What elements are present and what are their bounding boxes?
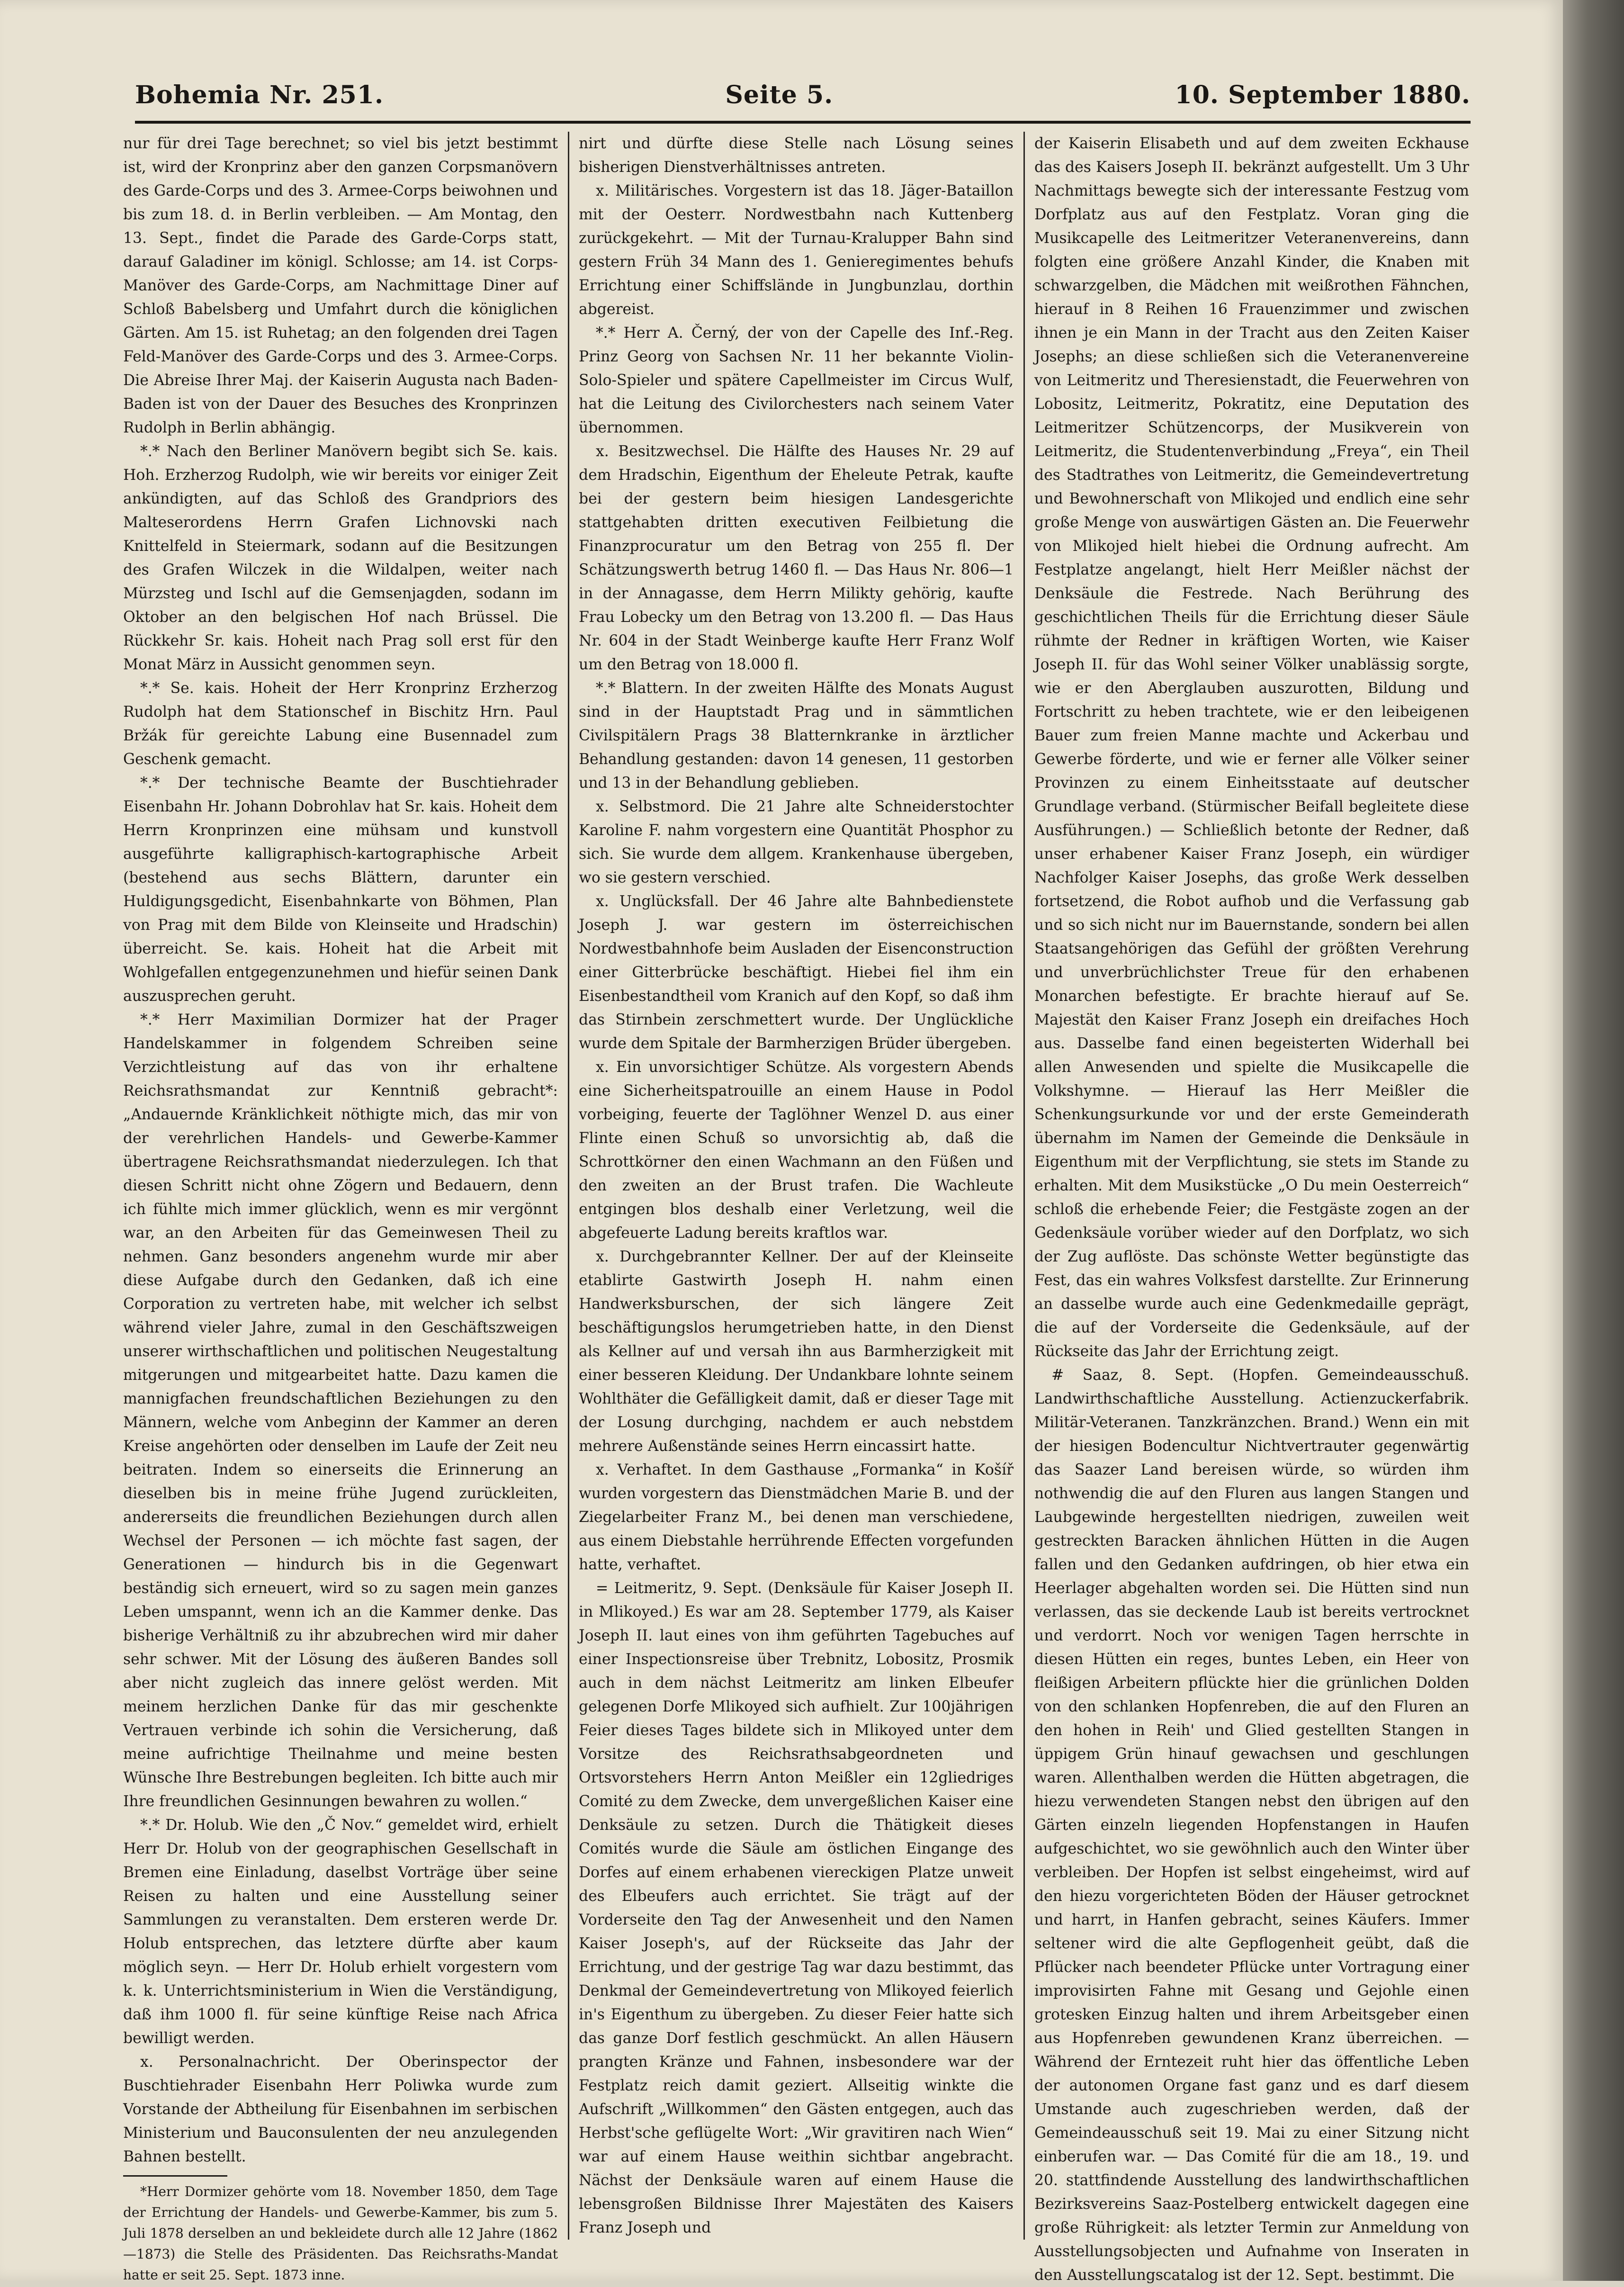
- header-page-number: Seite 5.: [725, 80, 834, 109]
- article-paragraph: *.* Blattern. In der zweiten Hälfte des Monats August sind in der Hauptstadt Prag und in sämmtlichen Civilspitälern Prags 38 Blatternkranke in ärztlicher Behandlung gestanden: davon 14 genesen, 11 gestorben und 13 in der Behandlung geblieben.: [579, 680, 1014, 792]
- article-paragraph: x. Selbstmord. Die 21 Jahre alte Schneiderstochter Karoline F. nahm vorgestern eine Quantität Phosphor zu sich. Sie wurde dem allgem. Krankenhause übergeben, wo sie gestern verschied.: [579, 798, 1014, 886]
- article-paragraph: x. Unglücksfall. Der 46 Jahre alte Bahnbedienstete Joseph J. war gestern im österreichischen Nordwestbahnhofe beim Ausladen der Eisenconstruction einer Gitterbrücke beschäftigt. Hiebei fiel ihm ein Eisenbestandtheil vom Kranich auf den Kopf, so daß ihm das Stirnbein zerschmettert wurde. Der Unglückliche wurde dem Spitale der Barmherzigen Brüder übergeben.: [579, 893, 1014, 1052]
- article-paragraph: der Kaiserin Elisabeth und auf dem zweiten Eckhause das des Kaisers Joseph II. bekränzt aufgestellt. Um 3 Uhr Nachmittags bewegte sich der interessante Festzug vom Dorfplatz aus auf den Festplatz. Voran ging die Musikcapelle des Leitmeritzer Veteranenvereins, dann folgten eine größere Anzahl Kinder, die Knaben mit schwarzgelben, die Mädchen mit weißrothen Fähnchen, hierauf in 8 Reihen 16 Frauenzimmer und zwischen ihnen je ein Mann in der Tracht aus den Zeiten Kaiser Josephs; an diese schließen sich die Veteranenvereine von Leitmeritz und Theresienstadt, die Feuerwehren von Lobositz, Leitmeritz, Pokratitz, eine Deputation des Leitmeritzer Schützencorps, der Musikverein von Leitmeritz, die Studentenverbindung „Freya“, ein Theil des Stadtrathes von Leitmeritz, die Gemeindevertretung und Bewohnerschaft von Mlikojed und endlich eine sehr große Menge von auswärtigen Gästen an. Die Feuerwehr von Mlikojed hielt hiebei die Ordnung aufrecht. Am Festplatze angelangt, hielt Herr Meißler nächst der Denksäule die Festrede. Nach Berührung des geschichtlichen Theils für die Errichtung dieser Säule rühmte der Redner in kräftigen Worten, wie Kaiser Joseph II. für das Wohl seiner Völker unablässig sorgte, wie er den Aberglauben auszurotten, Bildung und Fortschritt zu heben trachtete, wie er den leibeigenen Bauer zum freien Manne machte und Ackerbau und Gewerbe förderte, und wie er ferner alle Völker seiner Provinzen zu einem Einheitsstaate auf deutscher Grundlage verband. (Stürmischer Beifall begleitete diese Ausführungen.) — Schließlich betonte der Redner, daß unser erhabener Kaiser Franz Joseph, ein würdiger Nachfolger Kaiser Josephs, das große Werk desselben fortsetzend, die Robot aufhob und die Verfassung gab und so sich nicht nur im Bauernstande, sondern bei allen Staatsangehörigen das Gefühl der größten Verehrung und unverbrüchlichster Treue für den erhabenen Monarchen befestigte. Er brachte hierauf auf Se. Majestät den Kaiser Franz Joseph ein dreifaches Hoch aus. Dasselbe fand einen begeisterten Widerhall bei allen Anwesenden und spielte die Musikcapelle die Volkshymne. — Hierauf las Herr Meißler die Schenkungsurkunde vor und der erste Gemeinderath übernahm im Namen der Gemeinde die Denksäule in Eigenthum mit der Verpflichtung, sie stets im Stande zu erhalten. Mit dem Musikstücke „O Du mein Oesterreich“ schloß die erhebende Feier; die Festgäste zogen an der Gedenksäule vorüber wieder auf den Dorfplatz, wo sich der Zug auflöste. Das schönste Wetter begünstigte das Fest, das ein wahres Volksfest darstellte. Zur Erinnerung an dasselbe wurde auch eine Gedenkmedaille geprägt, die auf der Vorderseite die Gedenksäule, auf der Rückseite das Jahr der Errichtung zeigt.: [1034, 135, 1469, 1360]
- header-rule: [135, 121, 1471, 124]
- article-paragraph: *.* Herr A. Černý, der von der Capelle des Inf.-Reg. Prinz Georg von Sachsen Nr. 11 her bekannte Violin-Solo-Spieler und spätere Capellmeister im Circus Wulf, hat die Leitung des Civilorchesters nach seinem Vater übernommen.: [579, 324, 1014, 436]
- column-3: [1034, 132, 1469, 2284]
- column-divider: [1023, 132, 1025, 2240]
- article-paragraph: *.* Dr. Holub. Wie den „Č Nov.“ gemeldet wird, erhielt Herr Dr. Holub von der geographischen Gesellschaft in Bremen eine Einladung, daselbst Vorträge über seine Reisen zu halten und eine Ausstellung seiner Sammlungen zu veranstalten. Dem ersteren werde Dr. Holub entsprechen, das letztere dürfte aber kaum möglich seyn. — Herr Dr. Holub erhielt vorgestern vom k. k. Unterrichtsministerium in Wien die Verständigung, daß ihm 1000 fl. für seine künftige Reise nach Africa bewilligt werden.: [123, 1817, 558, 2047]
- scan-border: [1563, 0, 1624, 2281]
- article-paragraph: x. Besitzwechsel. Die Hälfte des Hauses Nr. 29 auf dem Hradschin, Eigenthum der Eheleute Petrak, kaufte bei der gestern beim hiesigen Landesgerichte stattgehabten dritten executiven Feilbietung die Finanzprocuratur um den Betrag von 255 fl. Der Schätzungswerth betrug 1460 fl. — Das Haus Nr. 806—1 in der Annagasse, dem Herrn Milikty gehörig, kaufte Frau Lobecky um den Betrag von 13.200 fl. — Das Haus Nr. 604 in der Stadt Weinberge kaufte Herr Franz Wolf um den Betrag von 18.000 fl.: [579, 443, 1014, 673]
- page-header: [135, 73, 1471, 116]
- article-paragraph: nirt und dürfte diese Stelle nach Lösung seines bisherigen Dienstverhältnisses antreten.: [579, 135, 1014, 176]
- article-paragraph: *.* Herr Maximilian Dormizer hat der Prager Handelskammer in folgendem Schreiben seine Verzichtleistung auf das von ihr erhaltene Reichsrathsmandat zur Kenntniß gebracht*: „Andauernde Kränklichkeit nöthigte mich, das mir von der verehrlichen Handels- und Gewerbe-Kammer übertragene Reichsrathsmandat niederzulegen. Ich that diesen Schritt nicht ohne Zögern und Bedauern, denn ich fühlte mich immer glücklich, wenn es mir vergönnt war, an den Arbeiten für das Gemeinwesen Theil zu nehmen. Ganz besonders angenehm wurde mir aber diese Aufgabe durch den Gedanken, daß ich eine Corporation zu vertreten habe, mit welcher ich selbst während vieler Jahre, zumal in den Geschäftszweigen unserer wirthschaftlichen und politischen Neugestaltung mitgerungen und mitgearbeitet hatte. Dazu kamen die mannigfachen freundschaftlichen Beziehungen zu den Männern, welche vom Anbeginn der Kammer an deren Kreise angehörten oder denselben im Laufe der Zeit neu beitraten. Indem so einerseits die Erinnerung an dieselben bis in meine frühe Jugend zurückleiten, andererseits die freundlichen Beziehungen durch allen Wechsel der Personen — ich möchte fast sagen, der Generationen — hindurch bis in die Gegenwart beständig sich erneuert, wird so zu sagen mein ganzes Leben umspannt, wenn ich an die Kammer denke. Das bisherige Verhältniß zu ihr abzubrechen wird mir daher sehr schwer. Mit der Lösung des äußeren Bandes soll aber nicht zugleich das innere gelöst werden. Mit meinem herzlichen Danke für das mir geschenkte Vertrauen verbinde ich sohin die Versicherung, daß meine aufrichtige Theilnahme und meine besten Wünsche Ihre Bestrebungen begleiten. Ich bitte auch mir Ihre freundlichen Gesinnungen bewahren zu wollen.“: [123, 1011, 558, 1810]
- column-1: [123, 132, 558, 2283]
- article-paragraph: x. Personalnachricht. Der Oberinspector der Buschtiehrader Eisenbahn Herr Poliwka wurde zum Vorstande der Abtheilung für Eisenbahnen im serbischen Ministerium und Bauconsulenten der neu anzulegenden Bahnen bestellt.: [123, 2053, 558, 2165]
- article-paragraph: x. Durchgebrannter Kellner. Der auf der Kleinseite etablirte Gastwirth Joseph H. nahm einen Handwerksburschen, der sich längere Zeit beschäftigungslos herumgetrieben hatte, in den Dienst als Kellner auf und versah ihn aus Barmherzigkeit mit einer besseren Kleidung. Der Undankbare lohnte seinem Wohlthäter die Gefälligkeit damit, daß er dieser Tage mit der Losung durchging, nachdem er auch nebstdem mehrere Außenstände seines Herrn eincassirt hatte.: [579, 1248, 1014, 1455]
- footnote: *Herr Dormizer gehörte vom 18. November 1850, dem Tage der Errichtung der Handels- und Gewerbe-Kammer, bis zum 5. Juli 1878 derselben an und bekleidete durch alle 12 Jahre (1862—1873) die Stelle des Präsidenten. Das Reichsraths-Mandat hatte er seit 25. Sept. 1873 inne.: [123, 2184, 558, 2283]
- article-paragraph: *.* Nach den Berliner Manövern begibt sich Se. kais. Hoh. Erzherzog Rudolph, wie wir bereits vor einiger Zeit ankündigten, auf das Schloß des Grandpriors des Malteserordens Herrn Grafen Lichnovski nach Knittelfeld in Steiermark, sodann auf die Besitzungen des Grafen Wilczek in die Wildalpen, weiter nach Mürzsteg und Ischl auf die Gemsenjagden, sodann im Oktober an den belgischen Hof nach Brüssel. Die Rückkehr Sr. kais. Hoheit nach Prag soll erst für den Monat März in Aussicht genommen seyn.: [123, 443, 558, 673]
- column-divider: [568, 132, 569, 2240]
- article-paragraph: x. Militärisches. Vorgestern ist das 18. Jäger-Bataillon mit der Oesterr. Nordwestbahn nach Kuttenberg zurückgekehrt. — Mit der Turnau-Kralupper Bahn sind gestern Früh 34 Mann des 1. Genieregimentes behufs Errichtung einer Schiffslände in Jungbunzlau, dorthin abgereist.: [579, 182, 1014, 318]
- footnote-rule: [123, 2175, 227, 2177]
- header-date: 10. September 1880.: [1175, 80, 1471, 109]
- article-paragraph: # Saaz, 8. Sept. (Hopfen. Gemeindeausschuß. Landwirthschaftliche Ausstellung. Actienzuckerfabrik. Militär-Veteranen. Tanzkränzchen. Brand.) Wenn ein mit der hiesigen Bodencultur Nichtvertrauter gegenwärtig das Saazer Land bereisen würde, so würden ihm nothwendig die auf den Fluren aus langen Stangen und Laubgewinde hergestellten niedrigen, zuweilen weit gestreckten Baracken ähnlichen Hütten in die Augen fallen und den Gedanken aufdringen, ob hier etwa ein Heerlager abgehalten worden sei. Die Hütten sind nun verlassen, das sie deckende Laub ist bereits vertrocknet und verdorrt. Noch vor wenigen Tagen herrschte in diesen Hütten ein reges, buntes Leben, ein Heer von fleißigen Arbeitern pflückte hier die grünlichen Dolden von den schlanken Hopfenreben, die auf den Fluren an den hohen in Reih' und Glied gestellten Stangen in üppigem Grün hinauf gewachsen und geschlungen waren. Allenthalben werden die Hütten abgetragen, die hiezu verwendeten Stangen nebst den übrigen auf den Gärten einzeln liegenden Hopfenstangen in Haufen aufgeschichtet, wo sie gewöhnlich auch den Winter über verbleiben. Der Hopfen ist selbst eingeheimst, wird auf den hiezu vorgerichteten Böden der Häuser getrocknet und harrt, in Hanfen gebracht, seines Käufers. Immer seltener wird die alte Gepflogenheit geübt, daß die Pflücker nach beendeter Pflücke unter Vortragung einer improvisirten Fahne mit Gesang und Gejohle einen grotesken Einzug halten und ihrem Arbeitsgeber einen aus Hopfenreben gewundenen Kranz überreichen. — Während der Erntezeit ruht hier das öffentliche Leben der autonomen Organe fast ganz und es darf diesem Umstande auch zugeschrieben werden, daß der Gemeindeausschuß seit 19. Mai zu einer Sitzung nicht einberufen war. — Das Comité für die am 18., 19. und 20. stattfindende Ausstellung des landwirthschaftlichen Bezirksvereins Saaz-Postelberg entwickelt dagegen eine große Rührigkeit: als letzter Termin zur Anmeldung von Ausstellungsobjecten und Aufnahme von Inseraten in den Ausstellungscatalog ist der 12. Sept. bestimmt. Die: [1034, 1367, 1469, 2284]
- article-paragraph: *.* Der technische Beamte der Buschtiehrader Eisenbahn Hr. Johann Dobrohlav hat Sr. kais. Hoheit dem Herrn Kronprinzen eine mühsam und kunstvoll ausgeführte kalligraphisch-kartographische Arbeit (bestehend aus sechs Blättern, darunter ein Huldigungsgedicht, Eisenbahnkarte von Böhmen, Plan von Prag mit dem Bilde von Kleinseite und Hradschin) überreicht. Se. kais. Hoheit hat die Arbeit mit Wohlgefallen entgegenzunehmen und hiefür seinen Dank auszusprechen geruht.: [123, 774, 558, 1005]
- article-paragraph: nur für drei Tage berechnet; so viel bis jetzt bestimmt ist, wird der Kronprinz aber den ganzen Corpsmanövern des Garde-Corps und des 3. Armee-Corps beiwohnen und bis zum 18. d. in Berlin verbleiben. — Am Montag, den 13. Sept., findet die Parade des Garde-Corps statt, darauf Galadiner im königl. Schlosse; am 14. ist Corps-Manöver des Garde-Corps, am Nachmittage Diner auf Schloß Babelsberg und Umfahrt durch die königlichen Gärten. Am 15. ist Ruhetag; an den folgenden drei Tagen Feld-Manöver des Garde-Corps und des 3. Armee-Corps. Die Abreise Ihrer Maj. der Kaiserin Augusta nach Baden-Baden ist von der Dauer des Besuches des Kronprinzen Rudolph in Berlin abhängig.: [123, 135, 558, 436]
- header-title: Bohemia Nr. 251.: [135, 80, 384, 109]
- column-2: [579, 132, 1014, 2235]
- article-paragraph: *.* Se. kais. Hoheit der Herr Kronprinz Erzherzog Rudolph hat dem Stationschef in Bischitz Hrn. Paul Bržák für gereichte Labung eine Busennadel zum Geschenk gemacht.: [123, 680, 558, 768]
- article-paragraph: = Leitmeritz, 9. Sept. (Denksäule für Kaiser Joseph II. in Mlikoyed.) Es war am 28. September 1779, als Kaiser Joseph II. laut eines von ihm geführten Tagebuches auf einer Inspectionsreise über Trebnitz, Lobositz, Prosmik auch in dem nächst Leitmeritz am linken Elbeufer gelegenen Dorfe Mlikoyed sich aufhielt. Zur 100jährigen Feier dieses Tages bildete sich in Mlikoyed unter dem Vorsitze des Reichsrathsabgeordneten und Ortsvorstehers Herrn Anton Meißler ein 12gliedriges Comité zu dem Zwecke, dem unvergeßlichen Kaiser eine Denksäule zu setzen. Durch die Thätigkeit dieses Comités wurde die Säule am östlichen Eingange des Dorfes auf einem erhabenen viereckigen Platze unweit des Elbeufers auch errichtet. Sie trägt auf der Vorderseite den Tag der Anwesenheit und den Namen Kaiser Joseph's, auf der Rückseite das Jahr der Errichtung, und der gestrige Tag war dazu bestimmt, das Denkmal der Gemeindevertretung von Mlikoyed feierlich in's Eigenthum zu übergeben. Zu dieser Feier hatte sich das ganze Dorf festlich geschmückt. An allen Häusern prangten Kränze und Fahnen, insbesondere war der Festplatz reich damit geziert. Allseitig winkte die Aufschrift „Willkommen“ den Gästen entgegen, auch das Herbst'sche geflügelte Wort: „Wir gravitiren nach Wien“ war auf einem Hause weithin sichtbar angebracht. Nächst der Denksäule waren auf einem Hause die lebensgroßen Bildnisse Ihrer Majestäten des Kaisers Franz Joseph und: [579, 1580, 1014, 2236]
- article-paragraph: x. Ein unvorsichtiger Schütze. Als vorgestern Abends eine Sicherheitspatrouille an einem Hause in Podol vorbeiging, feuerte der Taglöhner Wenzel D. aus einer Flinte einen Schuß so unvorsichtig ab, daß die Schrottkörner den einen Wachmann an den Füßen und den zweiten an der Brust trafen. Die Wachleute entgingen blos deshalb einer Verletzung, weil die abgefeuerte Ladung bereits kraftlos war.: [579, 1059, 1014, 1242]
- article-paragraph: x. Verhaftet. In dem Gasthause „Formanka“ in Košíř wurden vorgestern das Dienstmädchen Marie B. und der Ziegelarbeiter Franz M., bei denen man verschiedene, aus einem Diebstahle herrührende Effecten vorgefunden hatte, verhaftet.: [579, 1461, 1014, 1573]
